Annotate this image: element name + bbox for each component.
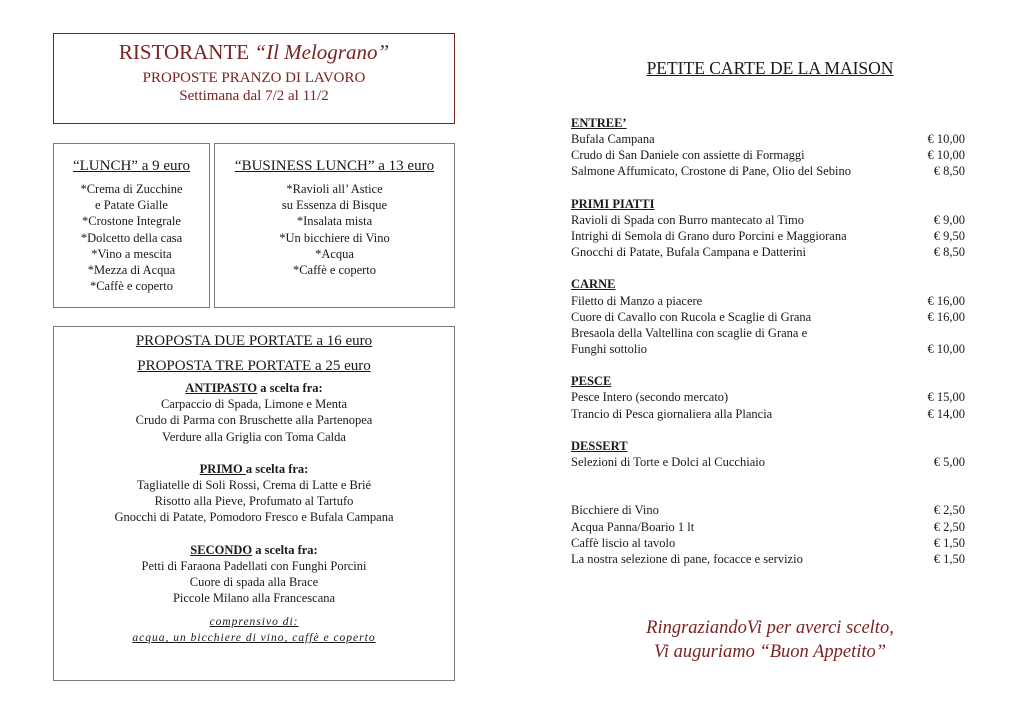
- menu-item-price: € 5,00: [933, 454, 965, 469]
- menu-item-name: Salmone Affumicato, Crostone di Pane, Olio del Sebino: [571, 164, 851, 179]
- menu-item: [571, 309, 965, 325]
- menu-item: [571, 293, 965, 309]
- proposal-note-details: acqua, un bicchiere di vino, caffè e coperto: [132, 632, 376, 645]
- menu-item-price: € 14,00: [927, 406, 965, 421]
- antipasto-item: Verdure alla Griglia con Toma Calda: [162, 429, 346, 444]
- menu-item-price: € 15,00: [927, 390, 965, 405]
- business-item: *Ravioli all’ Astice: [286, 182, 383, 196]
- menu-item: [571, 131, 965, 147]
- section-heading-pesce: PESCE: [571, 374, 612, 389]
- antipasto-heading: ANTIPASTO a scelta fra:: [185, 381, 323, 395]
- lunch-item: *Dolcetto della casa: [80, 230, 183, 245]
- menu-item-price: € 8,50: [933, 245, 965, 260]
- extra-item: [571, 502, 965, 518]
- secondo-item: Piccole Milano alla Francescana: [172, 591, 336, 606]
- lunch-items: [54, 181, 209, 294]
- primo-heading: PRIMO a scelta fra:: [199, 461, 309, 476]
- lunch-item: *Crostone Integrale: [82, 214, 181, 229]
- extra-item-name: Acqua Panna/Boario 1 lt: [571, 519, 695, 534]
- menu-item: [571, 212, 965, 228]
- menu-item: [571, 454, 965, 470]
- extra-item-price: € 2,50: [933, 519, 965, 534]
- lunch-item: *Mezza di Acqua: [87, 263, 176, 278]
- lunch-title: “LUNCH” a 9 euro: [72, 158, 191, 174]
- thanks-line: Vi auguriamo “Buon Appetito”: [653, 642, 887, 662]
- proposal-two-courses-title: PROPOSTA DUE PORTATE a 16 euro: [135, 333, 373, 349]
- menu-item: [571, 389, 965, 405]
- menu-item-price: € 16,00: [927, 309, 965, 324]
- extra-item-price: € 1,50: [933, 535, 965, 550]
- secondo-item: Cuore di spada alla Brace: [189, 575, 319, 590]
- thanks-line: RingraziandoVi per averci scelto,: [646, 618, 894, 638]
- extra-item: [571, 519, 965, 535]
- section-heading-primi: PRIMI PIATTI: [571, 196, 655, 211]
- restaurant-name: RISTORANTE “Il Melograno”: [118, 40, 390, 64]
- menu-item-price: € 10,00: [927, 132, 965, 147]
- extra-item: [571, 551, 965, 567]
- carte-title: PETITE CARTE DE LA MAISON: [646, 58, 894, 78]
- business-lunch-box: [214, 143, 455, 308]
- menu-item-price: € 8,50: [933, 164, 965, 179]
- section-heading-entree: ENTREE’: [571, 116, 627, 130]
- menu-item-price: € 9,00: [933, 212, 965, 227]
- extra-item: [571, 535, 965, 551]
- menu-item-name: Pesce Intero (secondo mercato): [571, 390, 729, 405]
- menu-item-name: Filetto di Manzo a piacere: [571, 293, 703, 308]
- proposal-note-label: comprensivo di:: [209, 616, 299, 629]
- secondo-heading: SECONDO a scelta fra:: [190, 542, 318, 557]
- menu-item-name: Trancio di Pesca giornaliera alla Plancia: [571, 406, 773, 421]
- primo-item: Gnocchi di Patate, Pomodoro Fresco e Bufala Campana: [114, 510, 394, 525]
- section-heading-carne: CARNE: [571, 277, 616, 292]
- menu-item: [571, 244, 965, 260]
- extra-item-price: € 2,50: [933, 503, 965, 518]
- thank-you-message: [600, 616, 940, 664]
- header-week: Settimana dal 7/2 al 11/2: [179, 88, 329, 104]
- extra-item-name: La nostra selezione di pane, focacce e servizio: [571, 551, 803, 566]
- business-item: *Acqua: [315, 246, 354, 261]
- primo-item: Tagliatelle di Soli Rossi, Crema di Latte e Brié: [136, 478, 372, 493]
- menu-item: [571, 228, 965, 244]
- header-subtitle: PROPOSTE PRANZO DI LAVORO: [142, 70, 366, 86]
- lunch-offer-box: [53, 143, 210, 308]
- menu-item: [571, 341, 965, 357]
- menu-item-name: Cuore di Cavallo con Rucola e Scaglie di Grana: [571, 309, 812, 324]
- menu-item: [571, 406, 965, 422]
- extra-item-price: € 1,50: [933, 551, 965, 566]
- menu-item-name: Funghi sottolio: [571, 341, 648, 356]
- lunch-item: *Vino a mescita: [91, 246, 172, 261]
- restaurant-header-box: [53, 33, 455, 124]
- primo-item: Risotto alla Pieve, Profumato al Tartufo: [154, 494, 354, 509]
- menu-item-price: € 9,50: [933, 228, 965, 243]
- business-item: *Caffè e coperto: [292, 263, 377, 278]
- lunch-item: *Caffè e coperto: [89, 279, 174, 294]
- menu-item-name: Bufala Campana: [571, 132, 655, 147]
- menu-item-name: Ravioli di Spada con Burro mantecato al Timo: [571, 212, 804, 227]
- business-item: *Un bicchiere di Vino: [279, 230, 390, 245]
- menu-item-price: € 10,00: [927, 341, 965, 356]
- antipasto-item: Crudo di Parma con Bruschette alla Partenopea: [135, 413, 373, 428]
- menu-item: [571, 325, 965, 341]
- menu-item-name: Intrighi di Semola di Grano duro Porcini e Maggiorana: [571, 228, 847, 243]
- menu-item: [571, 163, 965, 179]
- menu-item-name: Bresaola della Valtellina con scaglie di Grana e: [571, 325, 808, 340]
- extra-item-name: Caffè liscio al tavolo: [571, 535, 676, 550]
- menu-item-price: € 16,00: [927, 293, 965, 308]
- proposal-box: [53, 326, 455, 681]
- menu-item-name: Gnocchi di Patate, Bufala Campana e Datterini: [571, 245, 806, 260]
- lunch-item: e Patate Gialle: [95, 198, 168, 213]
- lunch-item: *Crema di Zucchine: [80, 182, 183, 196]
- proposal-three-courses-title: PROPOSTA TRE PORTATE a 25 euro: [137, 358, 371, 374]
- menu-item-name: Crudo di San Daniele con assiette di Formaggi: [571, 148, 805, 163]
- section-heading-dessert: DESSERT: [571, 438, 628, 453]
- antipasto-item: Carpaccio di Spada, Limone e Menta: [160, 397, 348, 412]
- business-item: su Essenza di Bisque: [281, 198, 388, 213]
- secondo-item: Petti di Faraona Padellati con Funghi Porcini: [141, 558, 367, 573]
- menu-item-name: Selezioni di Torte e Dolci al Cucchiaio: [571, 454, 765, 469]
- business-lunch-title: “BUSINESS LUNCH” a 13 euro: [234, 158, 435, 174]
- extra-item-name: Bicchiere di Vino: [571, 503, 659, 518]
- menu-item-price: € 10,00: [927, 148, 965, 163]
- business-item: *Insalata mista: [296, 214, 373, 229]
- carte-menu: [571, 115, 965, 567]
- menu-item: [571, 147, 965, 163]
